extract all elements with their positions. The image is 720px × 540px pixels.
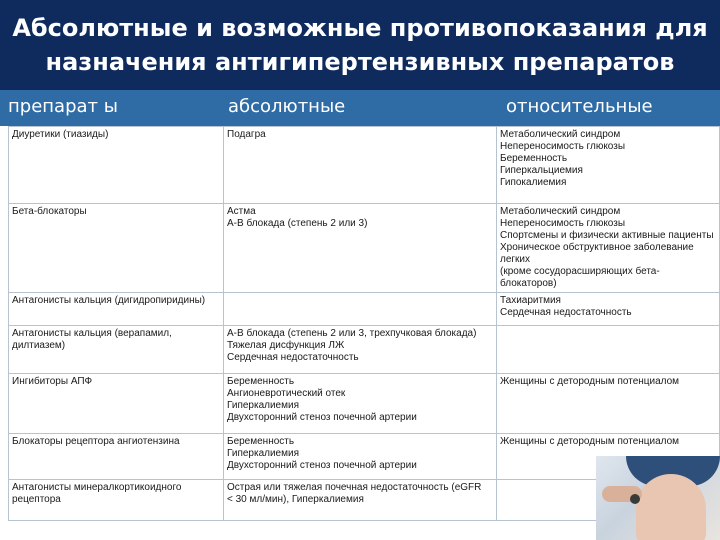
table-row (9, 293, 720, 326)
header-drugs: препарат ы (8, 96, 118, 117)
absolute-cell: Беременность Гиперкалиемия Двухсторонний стеноз почечной артерии (224, 434, 497, 480)
drug-cell: Антагонисты минералкортикоидного рецептора (9, 480, 224, 521)
drug-cell: Диуретики (тиазиды) (9, 127, 224, 204)
absolute-cell: Подагра (224, 127, 497, 204)
header-relative: относительные (506, 96, 653, 117)
pregnancy-photo (596, 456, 720, 540)
relative-cell (497, 326, 720, 374)
header-absolute: абсолютные (228, 96, 346, 117)
relative-cell: Женщины с детородным потенциалом (497, 434, 720, 480)
photo-belly (636, 474, 706, 540)
drug-cell: Антагонисты кальция (верапамил, дилтиазем) (9, 326, 224, 374)
drug-cell: Антагонисты кальция (дигидропиридины) (9, 293, 224, 326)
absolute-cell: А-В блокада (степень 2 или 3, трехпучковая блокада) Тяжелая дисфункция ЛЖ Сердечная недостаточность (224, 326, 497, 374)
table-header (0, 90, 720, 126)
relative-cell: Метаболический синдром Непереносимость глюкозы Беременность Гиперкальциемия Гипокалиемия (497, 127, 720, 204)
title-bar (0, 0, 720, 90)
absolute-cell: Астма А-В блокада (степень 2 или 3) (224, 204, 497, 293)
table-row (9, 204, 720, 293)
absolute-cell: Острая или тяжелая почечная недостаточность (еGFR < 30 мл/мин), Гиперкалиемия (224, 480, 497, 521)
page-title: Абсолютные и возможные противопоказания для назначения антигипертензивных препаратов (12, 14, 708, 76)
table-row (9, 127, 720, 204)
relative-cell: Женщины с детородным потенциалом (497, 374, 720, 434)
drug-cell: Бета-блокаторы (9, 204, 224, 293)
absolute-cell (224, 293, 497, 326)
table-row (9, 374, 720, 434)
table-row (9, 326, 720, 374)
absolute-cell: Беременность Ангионевротический отек Гиперкалиемия Двухсторонний стеноз почечной артерии (224, 374, 497, 434)
photo-device (630, 494, 640, 504)
drug-cell: Ингибиторы АПФ (9, 374, 224, 434)
relative-cell: Метаболический синдром Непереносимость глюкозы Спортсмены и физически активные пациенты Хроническое обструктивное заболевание легких (кроме сосудорасширяющих бета-блокаторов) (497, 204, 720, 293)
relative-cell: Тахиаритмия Сердечная недостаточность (497, 293, 720, 326)
drug-cell: Блокаторы рецептора ангиотензина (9, 434, 224, 480)
